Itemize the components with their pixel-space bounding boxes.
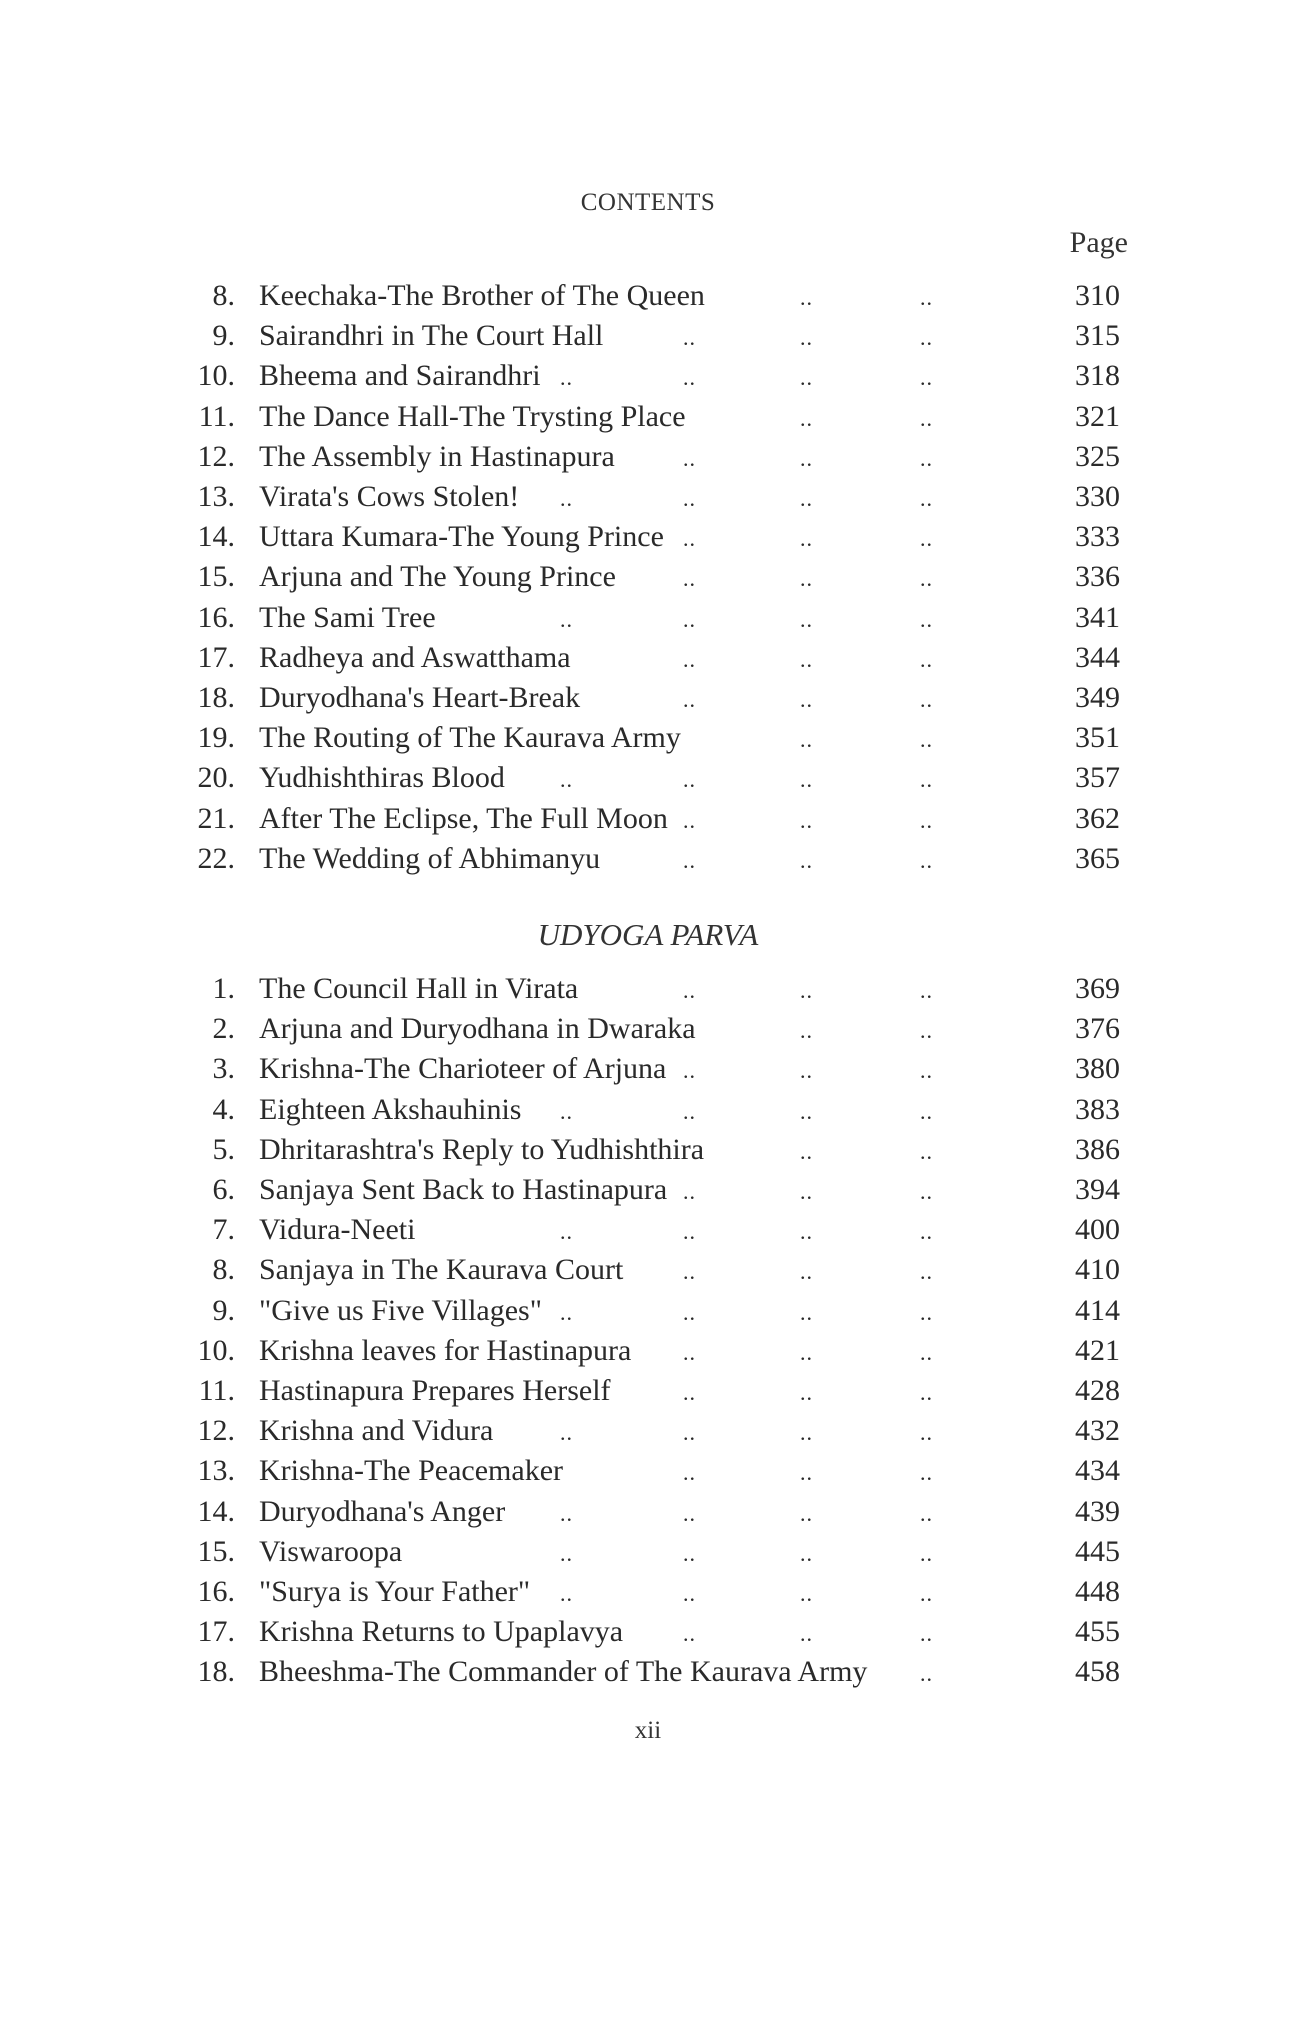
dot-leader: .. [920, 1018, 933, 1044]
toc-row [0, 276, 1296, 316]
toc-row [0, 598, 1296, 638]
dot-leader: .. [683, 1420, 696, 1446]
dot-leader: .. [800, 1420, 813, 1446]
chapter-title: The Dance Hall-The Trysting Place [259, 399, 686, 433]
chapter-page-number: 369 [1075, 972, 1120, 1005]
dot-leader: .. [800, 285, 813, 310]
chapter-number: 12. [197, 1414, 235, 1448]
dot-leader: .. [800, 566, 813, 592]
chapter-number: 18. [197, 681, 235, 714]
chapter-title: The Council Hall in Virata [259, 972, 579, 1005]
chapter-page-number: 325 [1075, 439, 1120, 473]
chapter-number: 15. [197, 1534, 235, 1568]
chapter-number: 7. [212, 1213, 235, 1247]
chapter-page-number: 315 [1075, 319, 1120, 353]
toc-row [0, 799, 1296, 839]
dot-leader: .. [683, 687, 696, 712]
toc-row [0, 1371, 1296, 1411]
dot-leader: .. [560, 1581, 573, 1606]
dot-leader: .. [920, 1219, 933, 1245]
chapter-number: 14. [197, 520, 235, 554]
dot-leader: .. [800, 325, 813, 351]
chapter-title: Vidura-Neeti [259, 1213, 416, 1247]
dot-leader: .. [800, 646, 813, 672]
dot-leader: .. [683, 1259, 696, 1285]
chapter-number: 6. [212, 1173, 235, 1206]
dot-leader: .. [920, 1500, 933, 1526]
dot-leader: .. [800, 847, 813, 873]
dot-leader: .. [683, 646, 696, 672]
chapter-page-number: 400 [1075, 1213, 1120, 1247]
dot-leader: .. [683, 365, 696, 391]
dot-leader: .. [683, 325, 696, 351]
toc-row [0, 1210, 1296, 1250]
toc-row [0, 1331, 1296, 1371]
chapter-page-number: 421 [1075, 1333, 1120, 1367]
toc-row [0, 839, 1296, 879]
udyoga-parva-heading: UDYOGA PARVA [537, 917, 759, 952]
page-number-footer: xii [634, 1717, 662, 1744]
dot-leader: .. [920, 687, 933, 712]
chapter-title: Duryodhana's Heart-Break [259, 681, 581, 714]
dot-leader: .. [800, 445, 813, 471]
chapter-title: After The Eclipse, The Full Moon [259, 801, 668, 835]
toc-row [0, 397, 1296, 437]
dot-leader: .. [683, 1058, 696, 1084]
dot-leader: .. [800, 1581, 813, 1606]
dot-leader: .. [920, 767, 933, 793]
chapter-title: Krishna Returns to Upaplavya [259, 1615, 624, 1649]
dot-leader: .. [800, 1219, 813, 1245]
dot-leader: .. [920, 1420, 933, 1446]
chapter-title: Krishna and Vidura [259, 1414, 494, 1448]
chapter-title: Viswaroopa [259, 1534, 403, 1568]
dot-leader: .. [920, 1661, 933, 1687]
toc-row [0, 1492, 1296, 1532]
dot-leader: .. [800, 978, 813, 1003]
chapter-title: The Routing of The Kaurava Army [259, 721, 681, 755]
dot-leader: .. [800, 1540, 813, 1566]
chapter-number: 21. [197, 801, 235, 835]
chapter-number: 20. [197, 761, 235, 795]
dot-leader: .. [920, 1339, 933, 1365]
toc-row [0, 1049, 1296, 1089]
chapter-number: 16. [197, 600, 235, 634]
toc-row [0, 1090, 1296, 1130]
toc-row [0, 638, 1296, 678]
dot-leader: .. [920, 325, 933, 351]
dot-leader: .. [800, 1259, 813, 1285]
dot-leader: .. [920, 1179, 933, 1204]
dot-leader: .. [800, 727, 813, 753]
chapter-number: 15. [197, 560, 235, 594]
chapter-page-number: 445 [1075, 1534, 1120, 1568]
dot-leader: .. [800, 1299, 813, 1325]
dot-leader: .. [683, 978, 696, 1003]
chapter-page-number: 365 [1075, 841, 1120, 875]
chapter-title: Keechaka-The Brother of The Queen [259, 279, 705, 312]
chapter-title: Bheeshma-The Commander of The Kaurava Army [259, 1655, 868, 1689]
chapter-page-number: 410 [1075, 1253, 1120, 1287]
chapter-title: Dhritarashtra's Reply to Yudhishthira [259, 1132, 705, 1166]
chapter-page-number: 336 [1075, 560, 1120, 594]
chapter-title: Sanjaya Sent Back to Hastinapura [259, 1173, 668, 1206]
dot-leader: .. [560, 1299, 573, 1325]
dot-leader: .. [800, 687, 813, 712]
dot-leader: .. [683, 526, 696, 552]
chapter-page-number: 434 [1075, 1454, 1120, 1488]
dot-leader: .. [920, 405, 933, 431]
dot-leader: .. [560, 767, 573, 793]
toc-row [0, 316, 1296, 356]
toc-row [0, 1170, 1296, 1210]
chapter-page-number: 362 [1075, 801, 1120, 835]
dot-leader: .. [683, 1098, 696, 1124]
toc-row [0, 557, 1296, 597]
chapter-title: The Wedding of Abhimanyu [259, 841, 601, 875]
dot-leader: .. [683, 1460, 696, 1486]
dot-leader: .. [683, 606, 696, 632]
toc-row [0, 356, 1296, 396]
chapter-page-number: 386 [1075, 1132, 1120, 1166]
chapter-number: 18. [197, 1655, 235, 1689]
chapter-page-number: 318 [1075, 359, 1120, 393]
chapter-number: 11. [198, 1374, 235, 1407]
chapter-number: 12. [197, 439, 235, 473]
toc-row [0, 1451, 1296, 1491]
dot-leader: .. [683, 445, 696, 471]
chapter-title: Eighteen Akshauhinis [259, 1092, 522, 1126]
dot-leader: .. [920, 727, 933, 753]
dot-leader: .. [920, 445, 933, 471]
dot-leader: .. [560, 486, 573, 511]
chapter-title: Sanjaya in The Kaurava Court [259, 1253, 624, 1287]
chapter-title: "Give us Five Villages" [259, 1293, 542, 1327]
dot-leader: .. [800, 606, 813, 632]
chapter-number: 13. [197, 480, 235, 513]
dot-leader: .. [683, 1540, 696, 1566]
dot-leader: .. [920, 1259, 933, 1285]
chapter-title: Arjuna and Duryodhana in Dwaraka [259, 1012, 696, 1046]
chapter-page-number: 310 [1075, 279, 1120, 312]
dot-leader: .. [800, 1179, 813, 1204]
chapter-page-number: 448 [1075, 1575, 1120, 1608]
toc-row [0, 1532, 1296, 1572]
dot-leader: .. [920, 1581, 933, 1606]
chapter-number: 10. [197, 1333, 235, 1367]
chapter-number: 14. [197, 1494, 235, 1528]
chapter-title: Arjuna and The Young Prince [259, 560, 616, 594]
toc-row [0, 517, 1296, 557]
toc-row [0, 1291, 1296, 1331]
dot-leader: .. [920, 978, 933, 1003]
chapter-page-number: 455 [1075, 1615, 1120, 1649]
dot-leader: .. [920, 365, 933, 391]
dot-leader: .. [683, 1621, 696, 1647]
dot-leader: .. [920, 486, 933, 511]
chapter-number: 8. [212, 1253, 235, 1287]
dot-leader: .. [920, 285, 933, 310]
toc-row [0, 1250, 1296, 1290]
dot-leader: .. [800, 1138, 813, 1164]
dot-leader: .. [683, 767, 696, 793]
chapter-page-number: 428 [1075, 1374, 1120, 1407]
dot-leader: .. [800, 486, 813, 511]
dot-leader: .. [683, 566, 696, 592]
chapter-number: 1. [212, 972, 235, 1005]
chapter-page-number: 321 [1075, 399, 1120, 433]
dot-leader: .. [920, 807, 933, 833]
dot-leader: .. [800, 365, 813, 391]
dot-leader: .. [683, 1339, 696, 1365]
chapter-number: 22. [197, 841, 235, 875]
dot-leader: .. [920, 606, 933, 632]
dot-leader: .. [920, 1138, 933, 1164]
dot-leader: .. [800, 526, 813, 552]
dot-leader: .. [800, 1500, 813, 1526]
chapter-title: Duryodhana's Anger [259, 1494, 506, 1528]
chapter-page-number: 341 [1075, 600, 1120, 634]
chapter-number: 13. [197, 1454, 235, 1488]
toc-row [0, 678, 1296, 718]
dot-leader: .. [560, 1098, 573, 1124]
dot-leader: .. [920, 1380, 933, 1405]
toc-row [0, 758, 1296, 798]
dot-leader: .. [683, 847, 696, 873]
dot-leader: .. [800, 1621, 813, 1647]
chapter-page-number: 380 [1075, 1052, 1120, 1086]
chapter-number: 8. [212, 279, 235, 312]
dot-leader: .. [683, 1581, 696, 1606]
chapter-title: Uttara Kumara-The Young Prince [259, 520, 664, 554]
chapter-number: 10. [197, 359, 235, 393]
chapter-page-number: 432 [1075, 1414, 1120, 1448]
chapter-title: "Surya is Your Father" [259, 1575, 531, 1608]
chapter-number: 16. [197, 1575, 235, 1608]
dot-leader: .. [800, 1018, 813, 1044]
dot-leader: .. [920, 1098, 933, 1124]
toc-row [0, 1130, 1296, 1170]
dot-leader: .. [683, 486, 696, 511]
chapter-page-number: 376 [1075, 1012, 1120, 1046]
chapter-page-number: 394 [1075, 1173, 1120, 1206]
dot-leader: .. [920, 1460, 933, 1486]
chapter-page-number: 349 [1075, 681, 1120, 714]
toc-row [0, 477, 1296, 517]
chapter-title: Bheema and Sairandhri [259, 359, 541, 393]
dot-leader: .. [800, 1098, 813, 1124]
dot-leader: .. [683, 1219, 696, 1245]
dot-leader: .. [683, 1299, 696, 1325]
dot-leader: .. [560, 365, 573, 391]
dot-leader: .. [920, 526, 933, 552]
chapter-page-number: 357 [1075, 761, 1120, 795]
chapter-number: 17. [197, 1615, 235, 1649]
chapter-title: Krishna leaves for Hastinapura [259, 1333, 632, 1367]
dot-leader: .. [683, 807, 696, 833]
dot-leader: .. [683, 1179, 696, 1204]
dot-leader: .. [920, 566, 933, 592]
chapter-number: 9. [212, 1293, 235, 1327]
chapter-title: Krishna-The Peacemaker [259, 1454, 564, 1488]
chapter-page-number: 344 [1075, 640, 1120, 674]
chapter-page-number: 458 [1075, 1655, 1120, 1689]
chapter-title: Hastinapura Prepares Herself [259, 1374, 611, 1407]
dot-leader: .. [800, 1380, 813, 1405]
page-column-label: Page [1069, 226, 1128, 259]
dot-leader: .. [800, 1460, 813, 1486]
dot-leader: .. [560, 1500, 573, 1526]
toc-row [0, 437, 1296, 477]
dot-leader: .. [800, 807, 813, 833]
dot-leader: .. [560, 1540, 573, 1566]
chapter-number: 3. [212, 1052, 235, 1086]
dot-leader: .. [560, 1420, 573, 1446]
dot-leader: .. [800, 1339, 813, 1365]
dot-leader: .. [920, 1540, 933, 1566]
toc-row [0, 718, 1296, 758]
toc-row [0, 1652, 1296, 1692]
chapter-page-number: 414 [1075, 1293, 1120, 1327]
dot-leader: .. [683, 1380, 696, 1405]
chapter-number: 9. [212, 319, 235, 353]
toc-row [0, 969, 1296, 1009]
toc-row [0, 1572, 1296, 1612]
dot-leader: .. [920, 1621, 933, 1647]
chapter-page-number: 333 [1075, 520, 1120, 554]
chapter-title: Krishna-The Charioteer of Arjuna [259, 1052, 667, 1086]
chapter-title: The Sami Tree [259, 600, 436, 634]
chapter-page-number: 439 [1075, 1494, 1120, 1528]
dot-leader: .. [920, 1058, 933, 1084]
dot-leader: .. [560, 1219, 573, 1245]
chapter-page-number: 330 [1075, 480, 1120, 513]
toc-row [0, 1612, 1296, 1652]
dot-leader: .. [560, 606, 573, 632]
chapter-page-number: 351 [1075, 721, 1120, 755]
toc-row [0, 1411, 1296, 1451]
chapter-title: Sairandhri in The Court Hall [259, 319, 604, 353]
chapter-number: 4. [212, 1092, 235, 1126]
dot-leader: .. [683, 1500, 696, 1526]
toc-row [0, 1009, 1296, 1049]
contents-header: CONTENTS [580, 189, 716, 216]
chapter-number: 2. [212, 1012, 235, 1046]
dot-leader: .. [920, 1299, 933, 1325]
chapter-title: Yudhishthiras Blood [259, 761, 505, 795]
chapter-number: 5. [212, 1132, 235, 1166]
dot-leader: .. [920, 847, 933, 873]
dot-leader: .. [920, 646, 933, 672]
chapter-number: 19. [197, 721, 235, 755]
dot-leader: .. [800, 1058, 813, 1084]
chapter-number: 17. [197, 640, 235, 674]
chapter-number: 11. [198, 399, 235, 433]
chapter-title: Radheya and Aswatthama [259, 640, 571, 674]
chapter-title: The Assembly in Hastinapura [259, 439, 615, 473]
dot-leader: .. [800, 767, 813, 793]
dot-leader: .. [800, 405, 813, 431]
chapter-title: Virata's Cows Stolen! [259, 480, 520, 513]
chapter-page-number: 383 [1075, 1092, 1120, 1126]
